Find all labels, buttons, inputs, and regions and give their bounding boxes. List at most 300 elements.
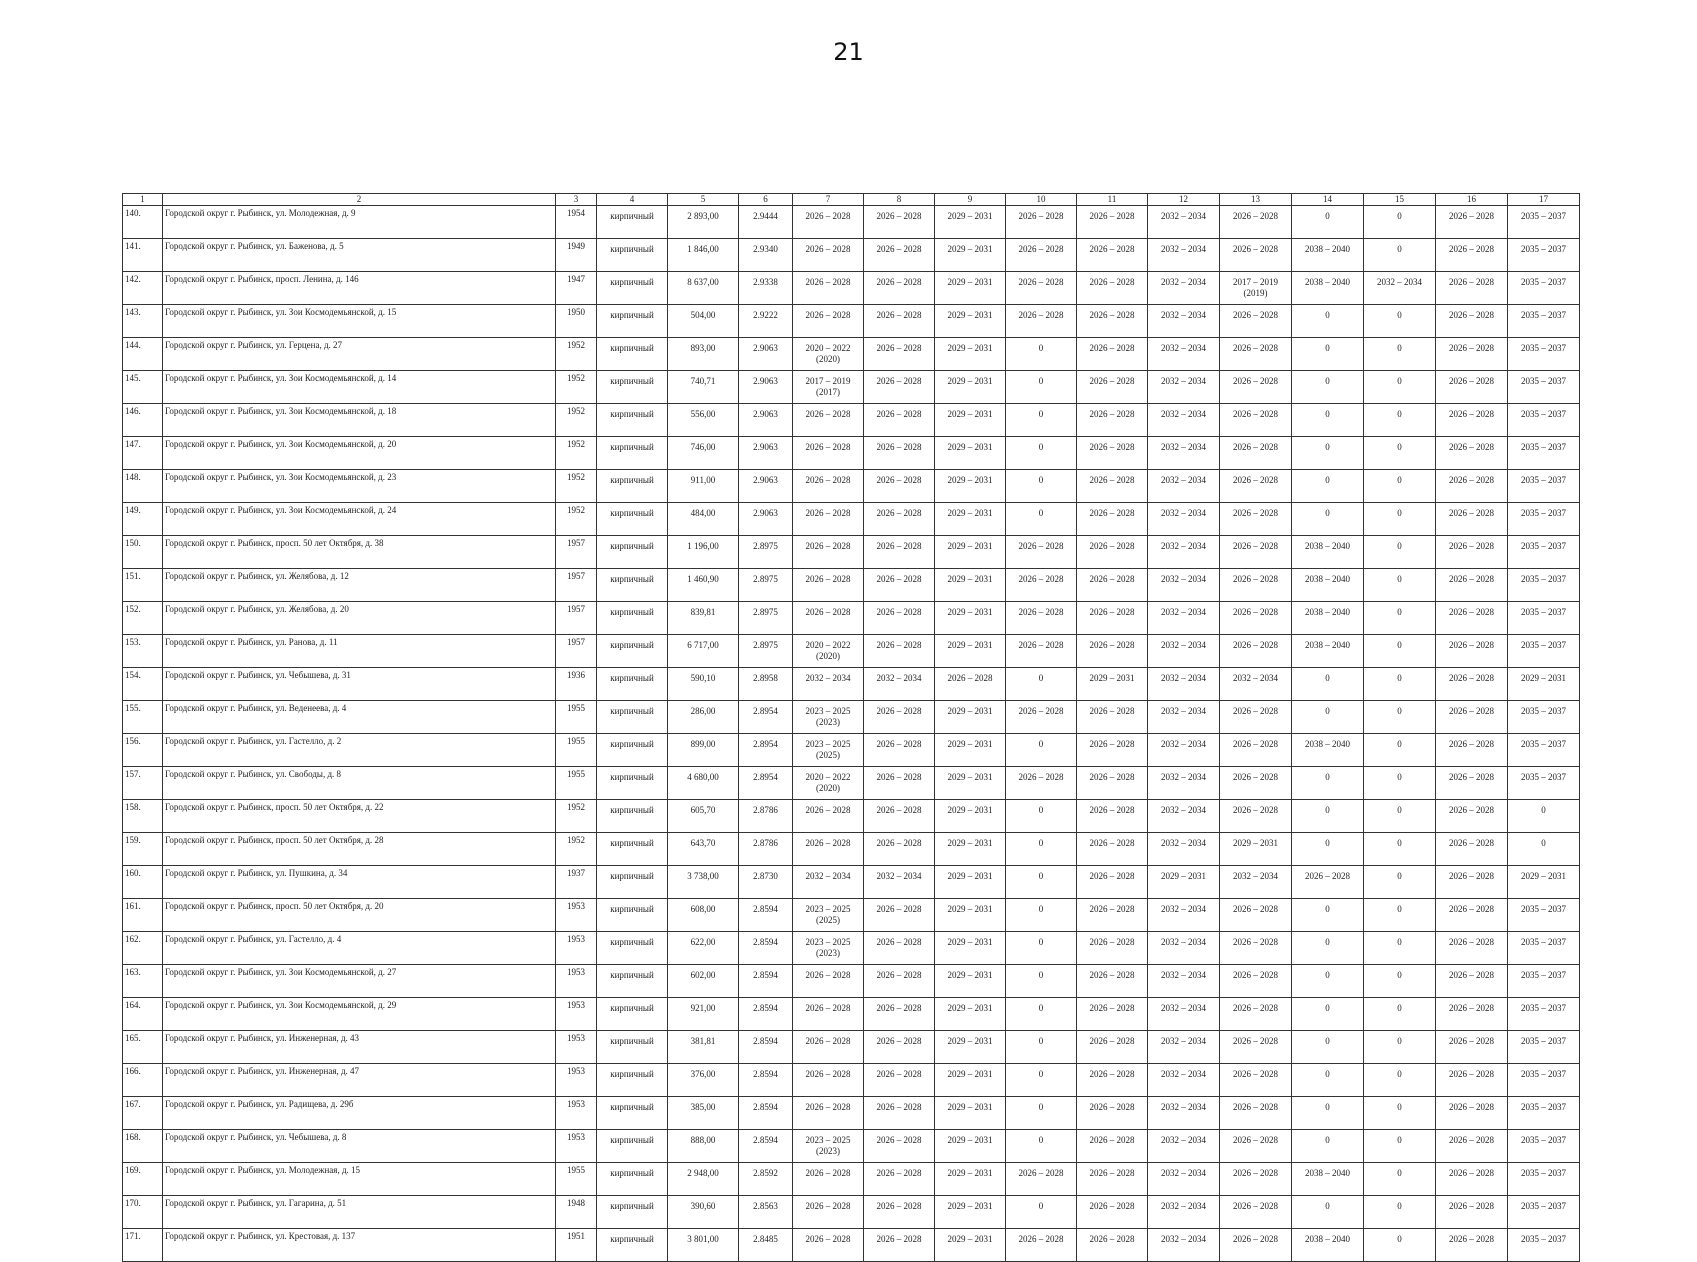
period-15-cell: 0 [1364, 965, 1436, 998]
period-9-cell: 2029 – 2031 [935, 767, 1006, 800]
coefficient-cell: 2.9063 [739, 470, 793, 503]
row-number-cell: 145. [123, 371, 163, 404]
area-cell: 390,60 [668, 1196, 739, 1229]
period-14-cell: 0 [1292, 767, 1364, 800]
period-7-cell: 2020 – 2022 (2020) [793, 767, 864, 800]
area-cell: 1 196,00 [668, 536, 739, 569]
period-17-cell: 2035 – 2037 [1508, 1163, 1580, 1196]
period-8-cell: 2026 – 2028 [864, 569, 935, 602]
address-cell: Городской округ г. Рыбинск, ул. Чебышева, д. 8 [163, 1130, 556, 1163]
period-9-cell: 2029 – 2031 [935, 635, 1006, 668]
period-17-cell: 2035 – 2037 [1508, 536, 1580, 569]
year-built-cell: 1952 [556, 503, 597, 536]
period-15-cell: 0 [1364, 833, 1436, 866]
year-built-cell: 1953 [556, 998, 597, 1031]
row-number-cell: 158. [123, 800, 163, 833]
area-cell: 622,00 [668, 932, 739, 965]
period-12-cell: 2032 – 2034 [1148, 437, 1220, 470]
area-cell: 2 948,00 [668, 1163, 739, 1196]
address-cell: Городской округ г. Рыбинск, ул. Желябова, д. 12 [163, 569, 556, 602]
period-17-cell: 2035 – 2037 [1508, 239, 1580, 272]
period-8-cell: 2026 – 2028 [864, 503, 935, 536]
period-12-cell: 2032 – 2034 [1148, 701, 1220, 734]
period-9-cell: 2029 – 2031 [935, 998, 1006, 1031]
period-7-cell: 2026 – 2028 [793, 437, 864, 470]
column-number-13: 13 [1220, 194, 1292, 206]
period-11-cell: 2026 – 2028 [1077, 701, 1148, 734]
wall-material-cell: кирпичный [597, 1064, 668, 1097]
row-number-cell: 153. [123, 635, 163, 668]
period-9-cell: 2029 – 2031 [935, 899, 1006, 932]
period-8-cell: 2032 – 2034 [864, 866, 935, 899]
row-number-cell: 160. [123, 866, 163, 899]
area-cell: 893,00 [668, 338, 739, 371]
row-number-cell: 157. [123, 767, 163, 800]
table-row [123, 206, 1580, 239]
period-16-cell: 2026 – 2028 [1436, 470, 1508, 503]
period-14-cell: 2026 – 2028 [1292, 866, 1364, 899]
row-number-cell: 154. [123, 668, 163, 701]
row-number-cell: 149. [123, 503, 163, 536]
period-16-cell: 2026 – 2028 [1436, 437, 1508, 470]
row-number-cell: 151. [123, 569, 163, 602]
coefficient-cell: 2.8958 [739, 668, 793, 701]
coefficient-cell: 2.8594 [739, 1031, 793, 1064]
period-17-cell: 2035 – 2037 [1508, 635, 1580, 668]
period-17-cell: 2035 – 2037 [1508, 1196, 1580, 1229]
period-8-cell: 2026 – 2028 [864, 1229, 935, 1262]
period-15-cell: 0 [1364, 1031, 1436, 1064]
table-row [123, 1031, 1580, 1064]
year-built-cell: 1957 [556, 635, 597, 668]
period-15-cell: 0 [1364, 1196, 1436, 1229]
period-12-cell: 2032 – 2034 [1148, 734, 1220, 767]
period-17-cell: 2035 – 2037 [1508, 272, 1580, 305]
coefficient-cell: 2.8730 [739, 866, 793, 899]
row-number-cell: 148. [123, 470, 163, 503]
period-13-cell: 2026 – 2028 [1220, 767, 1292, 800]
period-11-cell: 2026 – 2028 [1077, 503, 1148, 536]
period-17-cell: 2035 – 2037 [1508, 965, 1580, 998]
coefficient-cell: 2.8954 [739, 767, 793, 800]
period-10-cell: 0 [1006, 1130, 1077, 1163]
period-11-cell: 2026 – 2028 [1077, 635, 1148, 668]
coefficient-cell: 2.8975 [739, 569, 793, 602]
column-number-17: 17 [1508, 194, 1580, 206]
period-14-cell: 2038 – 2040 [1292, 1229, 1364, 1262]
period-9-cell: 2029 – 2031 [935, 932, 1006, 965]
year-built-cell: 1952 [556, 338, 597, 371]
period-16-cell: 2026 – 2028 [1436, 404, 1508, 437]
column-number-row [123, 194, 1580, 206]
address-cell: Городской округ г. Рыбинск, ул. Гагарина, д. 51 [163, 1196, 556, 1229]
period-12-cell: 2032 – 2034 [1148, 404, 1220, 437]
period-13-cell: 2026 – 2028 [1220, 503, 1292, 536]
year-built-cell: 1953 [556, 1130, 597, 1163]
address-cell: Городской округ г. Рыбинск, ул. Молодежная, д. 9 [163, 206, 556, 239]
column-number-4: 4 [597, 194, 668, 206]
address-cell: Городской округ г. Рыбинск, ул. Зои Космодемьянской, д. 29 [163, 998, 556, 1031]
period-16-cell: 2026 – 2028 [1436, 866, 1508, 899]
period-10-cell: 0 [1006, 998, 1077, 1031]
period-17-cell: 2035 – 2037 [1508, 602, 1580, 635]
address-cell: Городской округ г. Рыбинск, ул. Гастелло, д. 4 [163, 932, 556, 965]
period-13-cell: 2026 – 2028 [1220, 305, 1292, 338]
period-13-cell: 2026 – 2028 [1220, 569, 1292, 602]
wall-material-cell: кирпичный [597, 767, 668, 800]
period-17-cell: 2035 – 2037 [1508, 503, 1580, 536]
period-12-cell: 2032 – 2034 [1148, 569, 1220, 602]
period-8-cell: 2026 – 2028 [864, 1196, 935, 1229]
period-11-cell: 2026 – 2028 [1077, 866, 1148, 899]
coefficient-cell: 2.9063 [739, 404, 793, 437]
period-8-cell: 2026 – 2028 [864, 239, 935, 272]
period-17-cell: 2035 – 2037 [1508, 1229, 1580, 1262]
period-14-cell: 0 [1292, 1196, 1364, 1229]
year-built-cell: 1955 [556, 1163, 597, 1196]
table-row [123, 602, 1580, 635]
column-number-3: 3 [556, 194, 597, 206]
period-9-cell: 2029 – 2031 [935, 1031, 1006, 1064]
coefficient-cell: 2.8563 [739, 1196, 793, 1229]
year-built-cell: 1953 [556, 1064, 597, 1097]
period-13-cell: 2026 – 2028 [1220, 371, 1292, 404]
period-10-cell: 0 [1006, 470, 1077, 503]
period-10-cell: 0 [1006, 899, 1077, 932]
period-10-cell: 2026 – 2028 [1006, 536, 1077, 569]
period-15-cell: 0 [1364, 404, 1436, 437]
coefficient-cell: 2.8594 [739, 965, 793, 998]
period-12-cell: 2032 – 2034 [1148, 932, 1220, 965]
period-13-cell: 2026 – 2028 [1220, 965, 1292, 998]
period-17-cell: 2035 – 2037 [1508, 932, 1580, 965]
year-built-cell: 1951 [556, 1229, 597, 1262]
period-8-cell: 2026 – 2028 [864, 338, 935, 371]
row-number-cell: 150. [123, 536, 163, 569]
row-number-cell: 143. [123, 305, 163, 338]
period-7-cell: 2032 – 2034 [793, 668, 864, 701]
year-built-cell: 1952 [556, 404, 597, 437]
table-body [123, 206, 1580, 1262]
period-17-cell: 0 [1508, 800, 1580, 833]
period-15-cell: 0 [1364, 569, 1436, 602]
wall-material-cell: кирпичный [597, 569, 668, 602]
coefficient-cell: 2.8594 [739, 899, 793, 932]
period-8-cell: 2026 – 2028 [864, 305, 935, 338]
period-15-cell: 0 [1364, 305, 1436, 338]
period-10-cell: 2026 – 2028 [1006, 602, 1077, 635]
period-16-cell: 2026 – 2028 [1436, 305, 1508, 338]
wall-material-cell: кирпичный [597, 1097, 668, 1130]
column-number-2: 2 [163, 194, 556, 206]
year-built-cell: 1957 [556, 569, 597, 602]
period-12-cell: 2032 – 2034 [1148, 338, 1220, 371]
coefficient-cell: 2.9340 [739, 239, 793, 272]
wall-material-cell: кирпичный [597, 866, 668, 899]
period-10-cell: 0 [1006, 437, 1077, 470]
period-8-cell: 2026 – 2028 [864, 899, 935, 932]
year-built-cell: 1952 [556, 371, 597, 404]
period-9-cell: 2029 – 2031 [935, 602, 1006, 635]
coefficient-cell: 2.9063 [739, 503, 793, 536]
period-11-cell: 2026 – 2028 [1077, 239, 1148, 272]
address-cell: Городской округ г. Рыбинск, ул. Баженова, д. 5 [163, 239, 556, 272]
period-7-cell: 2026 – 2028 [793, 1064, 864, 1097]
table-row [123, 371, 1580, 404]
column-number-8: 8 [864, 194, 935, 206]
housing-register-table [122, 193, 1580, 1262]
coefficient-cell: 2.9063 [739, 437, 793, 470]
row-number-cell: 161. [123, 899, 163, 932]
period-15-cell: 0 [1364, 800, 1436, 833]
year-built-cell: 1948 [556, 1196, 597, 1229]
period-17-cell: 2035 – 2037 [1508, 998, 1580, 1031]
period-13-cell: 2026 – 2028 [1220, 239, 1292, 272]
address-cell: Городской округ г. Рыбинск, просп. 50 лет Октября, д. 28 [163, 833, 556, 866]
wall-material-cell: кирпичный [597, 437, 668, 470]
table-row [123, 668, 1580, 701]
period-13-cell: 2026 – 2028 [1220, 1097, 1292, 1130]
period-15-cell: 0 [1364, 602, 1436, 635]
area-cell: 839,81 [668, 602, 739, 635]
table-row [123, 272, 1580, 305]
row-number-cell: 165. [123, 1031, 163, 1064]
wall-material-cell: кирпичный [597, 536, 668, 569]
period-16-cell: 2026 – 2028 [1436, 1031, 1508, 1064]
address-cell: Городской округ г. Рыбинск, ул. Чебышева, д. 31 [163, 668, 556, 701]
period-9-cell: 2026 – 2028 [935, 668, 1006, 701]
period-9-cell: 2029 – 2031 [935, 1097, 1006, 1130]
period-17-cell: 2035 – 2037 [1508, 1097, 1580, 1130]
period-9-cell: 2029 – 2031 [935, 800, 1006, 833]
table-row [123, 503, 1580, 536]
period-10-cell: 0 [1006, 1031, 1077, 1064]
period-11-cell: 2026 – 2028 [1077, 305, 1148, 338]
period-16-cell: 2026 – 2028 [1436, 965, 1508, 998]
address-cell: Городской округ г. Рыбинск, ул. Зои Космодемьянской, д. 20 [163, 437, 556, 470]
row-number-cell: 147. [123, 437, 163, 470]
period-9-cell: 2029 – 2031 [935, 371, 1006, 404]
period-13-cell: 2032 – 2034 [1220, 668, 1292, 701]
year-built-cell: 1950 [556, 305, 597, 338]
table-row [123, 1064, 1580, 1097]
coefficient-cell: 2.8485 [739, 1229, 793, 1262]
period-12-cell: 2032 – 2034 [1148, 371, 1220, 404]
year-built-cell: 1947 [556, 272, 597, 305]
period-14-cell: 0 [1292, 437, 1364, 470]
year-built-cell: 1955 [556, 701, 597, 734]
column-number-1: 1 [123, 194, 163, 206]
period-14-cell: 0 [1292, 404, 1364, 437]
period-14-cell: 0 [1292, 338, 1364, 371]
table-row [123, 635, 1580, 668]
period-15-cell: 0 [1364, 1097, 1436, 1130]
period-17-cell: 2035 – 2037 [1508, 569, 1580, 602]
period-10-cell: 0 [1006, 668, 1077, 701]
period-8-cell: 2032 – 2034 [864, 668, 935, 701]
address-cell: Городской округ г. Рыбинск, просп. Ленина, д. 146 [163, 272, 556, 305]
period-16-cell: 2026 – 2028 [1436, 338, 1508, 371]
address-cell: Городской округ г. Рыбинск, ул. Зои Космодемьянской, д. 23 [163, 470, 556, 503]
period-11-cell: 2026 – 2028 [1077, 371, 1148, 404]
area-cell: 381,81 [668, 1031, 739, 1064]
period-10-cell: 0 [1006, 1064, 1077, 1097]
period-14-cell: 0 [1292, 305, 1364, 338]
row-number-cell: 146. [123, 404, 163, 437]
period-13-cell: 2026 – 2028 [1220, 800, 1292, 833]
period-10-cell: 0 [1006, 965, 1077, 998]
period-8-cell: 2026 – 2028 [864, 701, 935, 734]
address-cell: Городской округ г. Рыбинск, ул. Зои Космодемьянской, д. 15 [163, 305, 556, 338]
period-11-cell: 2029 – 2031 [1077, 668, 1148, 701]
period-9-cell: 2029 – 2031 [935, 305, 1006, 338]
period-16-cell: 2026 – 2028 [1436, 569, 1508, 602]
area-cell: 1 460,90 [668, 569, 739, 602]
period-7-cell: 2026 – 2028 [793, 1196, 864, 1229]
period-9-cell: 2029 – 2031 [935, 1130, 1006, 1163]
period-16-cell: 2026 – 2028 [1436, 1196, 1508, 1229]
coefficient-cell: 2.8975 [739, 536, 793, 569]
period-10-cell: 2026 – 2028 [1006, 305, 1077, 338]
period-9-cell: 2029 – 2031 [935, 239, 1006, 272]
period-11-cell: 2026 – 2028 [1077, 1163, 1148, 1196]
period-8-cell: 2026 – 2028 [864, 1064, 935, 1097]
wall-material-cell: кирпичный [597, 602, 668, 635]
period-8-cell: 2026 – 2028 [864, 998, 935, 1031]
period-13-cell: 2026 – 2028 [1220, 1163, 1292, 1196]
period-15-cell: 0 [1364, 338, 1436, 371]
table-row [123, 1163, 1580, 1196]
row-number-cell: 152. [123, 602, 163, 635]
period-16-cell: 2026 – 2028 [1436, 998, 1508, 1031]
row-number-cell: 140. [123, 206, 163, 239]
period-7-cell: 2023 – 2025 (2025) [793, 899, 864, 932]
period-12-cell: 2032 – 2034 [1148, 206, 1220, 239]
area-cell: 643,70 [668, 833, 739, 866]
period-7-cell: 2026 – 2028 [793, 1163, 864, 1196]
period-8-cell: 2026 – 2028 [864, 767, 935, 800]
period-14-cell: 0 [1292, 1097, 1364, 1130]
period-9-cell: 2029 – 2031 [935, 503, 1006, 536]
period-8-cell: 2026 – 2028 [864, 1031, 935, 1064]
row-number-cell: 171. [123, 1229, 163, 1262]
wall-material-cell: кирпичный [597, 1130, 668, 1163]
area-cell: 590,10 [668, 668, 739, 701]
period-15-cell: 0 [1364, 536, 1436, 569]
period-7-cell: 2026 – 2028 [793, 1031, 864, 1064]
period-16-cell: 2026 – 2028 [1436, 1130, 1508, 1163]
period-16-cell: 2026 – 2028 [1436, 734, 1508, 767]
row-number-cell: 169. [123, 1163, 163, 1196]
coefficient-cell: 2.8786 [739, 833, 793, 866]
period-12-cell: 2032 – 2034 [1148, 536, 1220, 569]
period-7-cell: 2026 – 2028 [793, 602, 864, 635]
period-7-cell: 2026 – 2028 [793, 272, 864, 305]
wall-material-cell: кирпичный [597, 899, 668, 932]
year-built-cell: 1949 [556, 239, 597, 272]
period-7-cell: 2026 – 2028 [793, 1097, 864, 1130]
address-cell: Городской округ г. Рыбинск, ул. Пушкина, д. 34 [163, 866, 556, 899]
area-cell: 2 893,00 [668, 206, 739, 239]
period-10-cell: 2026 – 2028 [1006, 206, 1077, 239]
period-11-cell: 2026 – 2028 [1077, 338, 1148, 371]
period-11-cell: 2026 – 2028 [1077, 767, 1148, 800]
period-11-cell: 2026 – 2028 [1077, 1229, 1148, 1262]
wall-material-cell: кирпичный [597, 239, 668, 272]
period-14-cell: 0 [1292, 668, 1364, 701]
wall-material-cell: кирпичный [597, 833, 668, 866]
period-9-cell: 2029 – 2031 [935, 338, 1006, 371]
period-16-cell: 2026 – 2028 [1436, 1163, 1508, 1196]
period-16-cell: 2026 – 2028 [1436, 371, 1508, 404]
period-10-cell: 0 [1006, 371, 1077, 404]
address-cell: Городской округ г. Рыбинск, ул. Радищева, д. 29б [163, 1097, 556, 1130]
period-7-cell: 2026 – 2028 [793, 239, 864, 272]
period-15-cell: 0 [1364, 701, 1436, 734]
period-16-cell: 2026 – 2028 [1436, 701, 1508, 734]
period-13-cell: 2026 – 2028 [1220, 1130, 1292, 1163]
period-14-cell: 0 [1292, 932, 1364, 965]
period-9-cell: 2029 – 2031 [935, 1064, 1006, 1097]
period-12-cell: 2032 – 2034 [1148, 239, 1220, 272]
address-cell: Городской округ г. Рыбинск, просп. 50 лет Октября, д. 20 [163, 899, 556, 932]
year-built-cell: 1952 [556, 437, 597, 470]
period-8-cell: 2026 – 2028 [864, 470, 935, 503]
coefficient-cell: 2.9222 [739, 305, 793, 338]
period-16-cell: 2026 – 2028 [1436, 800, 1508, 833]
table-row [123, 932, 1580, 965]
address-cell: Городской округ г. Рыбинск, ул. Зои Космодемьянской, д. 24 [163, 503, 556, 536]
area-cell: 3 738,00 [668, 866, 739, 899]
wall-material-cell: кирпичный [597, 404, 668, 437]
table-row [123, 734, 1580, 767]
period-16-cell: 2026 – 2028 [1436, 1229, 1508, 1262]
period-15-cell: 0 [1364, 206, 1436, 239]
area-cell: 605,70 [668, 800, 739, 833]
period-15-cell: 0 [1364, 239, 1436, 272]
period-15-cell: 0 [1364, 470, 1436, 503]
period-13-cell: 2026 – 2028 [1220, 206, 1292, 239]
area-cell: 376,00 [668, 1064, 739, 1097]
column-number-12: 12 [1148, 194, 1220, 206]
period-14-cell: 0 [1292, 833, 1364, 866]
period-12-cell: 2032 – 2034 [1148, 998, 1220, 1031]
period-13-cell: 2026 – 2028 [1220, 932, 1292, 965]
period-14-cell: 2038 – 2040 [1292, 1163, 1364, 1196]
coefficient-cell: 2.8594 [739, 1064, 793, 1097]
period-16-cell: 2026 – 2028 [1436, 602, 1508, 635]
column-number-14: 14 [1292, 194, 1364, 206]
row-number-cell: 168. [123, 1130, 163, 1163]
period-14-cell: 0 [1292, 965, 1364, 998]
period-13-cell: 2026 – 2028 [1220, 635, 1292, 668]
period-12-cell: 2032 – 2034 [1148, 635, 1220, 668]
year-built-cell: 1953 [556, 1031, 597, 1064]
period-16-cell: 2026 – 2028 [1436, 932, 1508, 965]
period-9-cell: 2029 – 2031 [935, 536, 1006, 569]
table-row [123, 701, 1580, 734]
period-8-cell: 2026 – 2028 [864, 965, 935, 998]
period-11-cell: 2026 – 2028 [1077, 998, 1148, 1031]
period-16-cell: 2026 – 2028 [1436, 1097, 1508, 1130]
period-15-cell: 0 [1364, 899, 1436, 932]
area-cell: 556,00 [668, 404, 739, 437]
period-17-cell: 2035 – 2037 [1508, 1064, 1580, 1097]
period-17-cell: 2035 – 2037 [1508, 734, 1580, 767]
address-cell: Городской округ г. Рыбинск, ул. Свободы, д. 8 [163, 767, 556, 800]
row-number-cell: 162. [123, 932, 163, 965]
period-12-cell: 2032 – 2034 [1148, 503, 1220, 536]
